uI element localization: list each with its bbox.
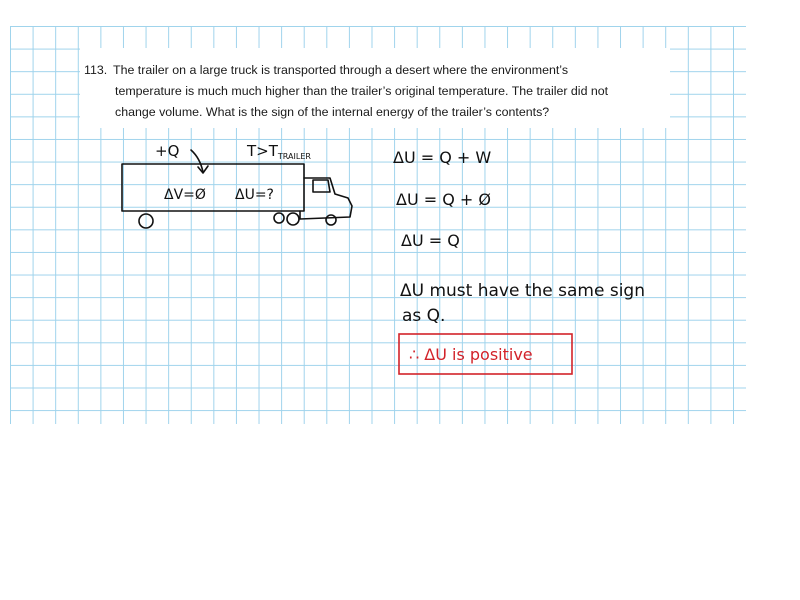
problem-line-3: change volume. What is the sign of the internal energy of the trailer’s contents? xyxy=(115,105,550,119)
truck-cab xyxy=(300,178,352,219)
front-wheel xyxy=(326,215,336,225)
trailer-box xyxy=(122,164,304,211)
equation-3: ΔU = Q xyxy=(401,231,460,250)
answer-text: ∴ ΔU is positive xyxy=(409,345,533,364)
energy-change-label: ΔU=? xyxy=(235,187,274,203)
equation-1: ΔU = Q + W xyxy=(393,148,492,167)
equation-2: ΔU = Q + Ø xyxy=(396,190,491,209)
heat-arrow xyxy=(191,150,203,172)
trailer-wheel xyxy=(139,214,153,228)
temperature-main: T>T xyxy=(247,142,278,160)
note-line-1: ΔU must have the same sign xyxy=(400,281,645,301)
rear-wheel-1 xyxy=(274,213,284,223)
temperature-subscript: TRAILER xyxy=(277,152,311,161)
problem-number: 113. xyxy=(84,63,108,77)
volume-change-label: ΔV=Ø xyxy=(164,187,206,203)
rear-wheel-2 xyxy=(287,213,299,225)
problem-line-2: temperature is much much higher than the trailer’s original temperature. The trailer did not xyxy=(115,84,609,98)
note-line-2: as Q. xyxy=(402,306,446,326)
problem-line-1: The trailer on a large truck is transported through a desert where the environment’s xyxy=(113,63,569,77)
heat-label: +Q xyxy=(155,142,180,160)
temperature-label xyxy=(246,142,311,161)
cab-window xyxy=(313,180,330,192)
